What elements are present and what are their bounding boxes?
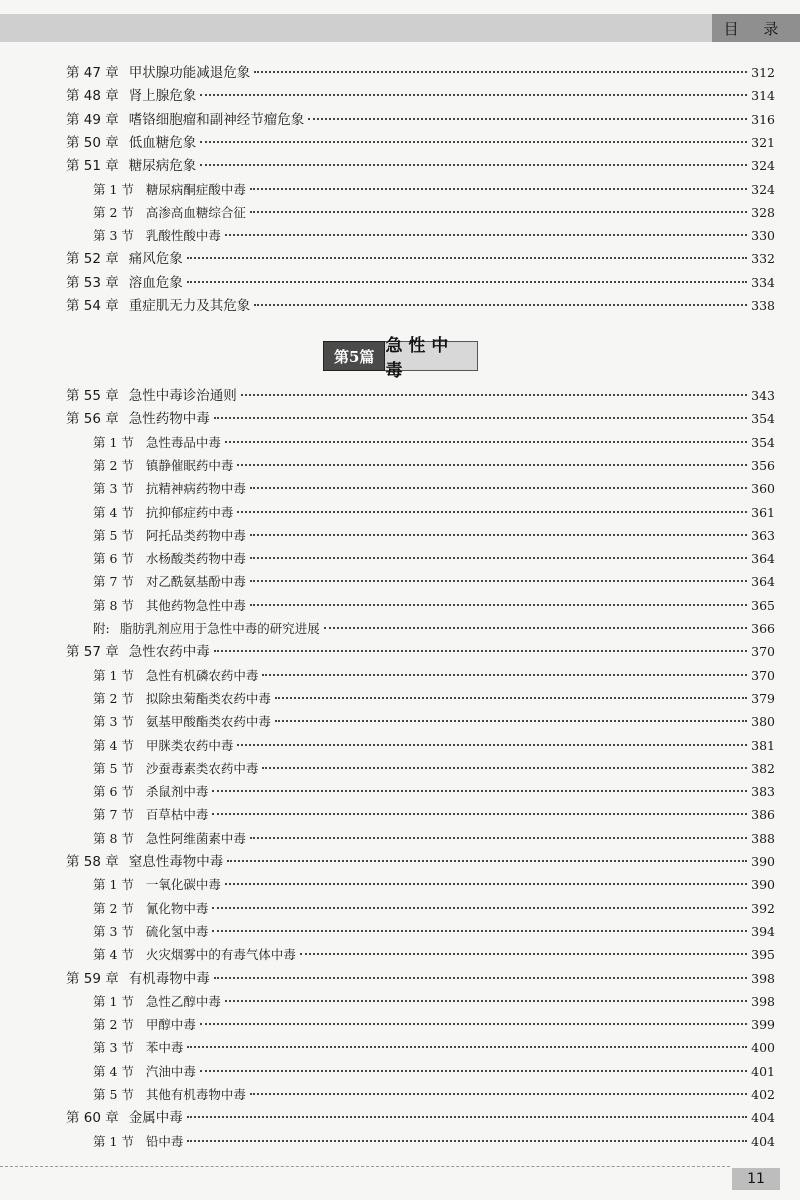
entry-page-number: 321 [751, 134, 775, 150]
toc-entry-section[interactable] [93, 666, 775, 686]
entry-title: 重症肌无力及其危象 [128, 298, 251, 314]
leader-dots [237, 511, 747, 513]
leader-dots [187, 1046, 747, 1048]
leader-dots [250, 211, 747, 213]
leader-dots [300, 953, 747, 955]
entry-title: 糖尿病危象 [128, 158, 197, 175]
entry-number: 第 5 节 [93, 527, 134, 543]
entry-page-number: 381 [751, 737, 775, 753]
toc-entry-chapter[interactable] [66, 86, 775, 106]
entry-title: 一氧化碳中毒 [145, 877, 221, 893]
entry-page-number: 334 [751, 274, 775, 290]
leader-dots [212, 930, 747, 932]
footer-rule [0, 1166, 730, 1167]
leader-dots [187, 1140, 747, 1142]
entry-title: 急性阿维菌素中毒 [145, 830, 246, 846]
entry-number: 第 47 章 [66, 65, 119, 81]
entry-page-number: 314 [751, 88, 775, 104]
leader-dots [212, 790, 747, 792]
leader-dots [214, 977, 747, 979]
entry-title: 氰化物中毒 [145, 900, 209, 916]
entry-title: 抗精神病药物中毒 [145, 481, 246, 497]
entry-page-number: 401 [751, 1063, 775, 1079]
entry-title: 糖尿病酮症酸中毒 [145, 181, 246, 197]
entry-title: 溶血危象 [128, 274, 183, 291]
entry-title: 镇静催眠药中毒 [145, 457, 234, 473]
entry-number: 第 2 节 [93, 457, 134, 473]
entry-number: 第 1 节 [93, 434, 134, 450]
entry-page-number: 361 [751, 504, 775, 520]
entry-number: 第 3 节 [93, 923, 134, 939]
entry-number: 第 52 章 [66, 251, 119, 268]
toc-entry-section[interactable] [93, 759, 775, 779]
toc-entry-section[interactable] [93, 596, 775, 616]
leader-dots [187, 1116, 747, 1118]
entry-number: 第 1 节 [93, 667, 134, 683]
entry-page-number: 395 [751, 947, 775, 963]
entry-number: 第 3 节 [93, 714, 134, 730]
entry-title: 窒息性毒物中毒 [128, 854, 224, 870]
toc-entry-chapter[interactable] [66, 296, 775, 316]
entry-number: 第 51 章 [66, 158, 119, 175]
toc-entry-section[interactable] [93, 456, 775, 476]
entry-number: 第 6 节 [93, 551, 134, 567]
leader-dots [212, 813, 747, 815]
entry-title: 抗抑郁症药中毒 [145, 504, 234, 520]
toc-entry-section[interactable] [93, 1132, 775, 1152]
toc-entry-section[interactable] [93, 180, 775, 200]
entry-page-number: 390 [751, 877, 775, 893]
entry-title: 铅中毒 [145, 1133, 184, 1149]
entry-title: 痛风危象 [128, 251, 183, 268]
toc-entry-chapter[interactable] [66, 1108, 775, 1128]
entry-number: 第 8 节 [93, 830, 134, 846]
toc-header-tab: 目 录 [712, 14, 800, 42]
entry-title: 急性毒品中毒 [145, 434, 221, 450]
leader-dots [254, 71, 747, 73]
entry-page-number: 380 [751, 714, 775, 730]
entry-title: 嗜铬细胞瘤和副神经节瘤危象 [128, 111, 305, 128]
entry-number: 第 5 节 [93, 760, 134, 776]
entry-page-number: 328 [751, 204, 775, 220]
entry-page-number: 404 [751, 1110, 775, 1126]
entry-number: 第 2 节 [93, 204, 134, 220]
toc-entry-section[interactable] [93, 203, 775, 223]
toc-entry-section[interactable] [93, 992, 775, 1012]
leader-dots [241, 394, 747, 396]
toc-entry-section[interactable] [93, 1038, 775, 1058]
entry-page-number: 394 [751, 923, 775, 939]
leader-dots [200, 1023, 747, 1025]
entry-title: 其他有机毒物中毒 [145, 1087, 246, 1102]
leader-dots [200, 164, 747, 166]
entry-page-number: 363 [751, 527, 775, 543]
entry-title: 火灾烟雾中的有毒气体中毒 [145, 947, 296, 963]
leader-dots [250, 188, 747, 190]
leader-dots [214, 417, 747, 419]
leader-dots [225, 234, 747, 236]
toc-entry-section[interactable] [93, 479, 775, 499]
entry-page-number: 343 [751, 388, 775, 403]
entry-page-number: 360 [751, 481, 775, 497]
entry-page-number: 404 [751, 1133, 775, 1149]
leader-dots [225, 441, 747, 443]
entry-title: 苯中毒 [145, 1040, 184, 1056]
toc-entry-section[interactable] [93, 736, 775, 756]
toc-entry-chapter[interactable] [66, 969, 775, 989]
entry-number: 第 2 节 [93, 1017, 134, 1033]
entry-page-number: 324 [751, 181, 775, 197]
toc-entry-chapter[interactable] [66, 386, 775, 406]
leader-dots [254, 304, 747, 306]
entry-page-number: 324 [751, 158, 775, 174]
entry-title: 氨基甲酸酯类农药中毒 [145, 714, 271, 730]
toc-entry-chapter[interactable] [66, 409, 775, 429]
toc-entry-section[interactable] [93, 899, 775, 919]
leader-dots [275, 720, 747, 722]
entry-number: 第 2 节 [93, 690, 134, 706]
entry-title: 急性有机磷农药中毒 [145, 667, 259, 683]
entry-number: 第 54 章 [66, 298, 119, 314]
entry-number: 第 60 章 [66, 1110, 119, 1127]
entry-page-number: 338 [751, 298, 775, 313]
entry-title: 甲醇中毒 [145, 1017, 196, 1033]
toc-entry-chapter[interactable] [66, 249, 775, 269]
entry-page-number: 390 [751, 854, 775, 869]
entry-page-number: 383 [751, 784, 775, 800]
entry-page-number: 382 [751, 760, 775, 776]
entry-number: 第 2 节 [93, 900, 134, 916]
leader-dots [275, 697, 747, 699]
entry-number: 第 5 节 [93, 1087, 134, 1102]
entry-number: 第 1 节 [93, 877, 134, 893]
toc-entry-section[interactable] [93, 1085, 775, 1105]
entry-number: 第 1 节 [93, 1133, 134, 1149]
entry-page-number: 330 [751, 228, 775, 244]
entry-title: 汽油中毒 [145, 1063, 196, 1079]
leader-dots [262, 674, 747, 676]
entry-title: 急性农药中毒 [128, 644, 210, 661]
leader-dots [227, 860, 747, 862]
entry-number: 第 50 章 [66, 134, 119, 151]
entry-page-number: 364 [751, 574, 775, 590]
entry-page-number: 356 [751, 457, 775, 473]
entry-number: 第 7 节 [93, 574, 134, 590]
leader-dots [237, 744, 747, 746]
entry-number: 第 49 章 [66, 111, 119, 128]
toc-entry-section[interactable] [93, 689, 775, 709]
leader-dots [250, 604, 747, 606]
leader-dots [250, 837, 747, 839]
entry-page-number: 370 [751, 667, 775, 683]
entry-page-number: 332 [751, 251, 775, 267]
toc-entry-chapter[interactable] [66, 273, 775, 293]
entry-number: 第 59 章 [66, 970, 119, 987]
entry-number: 第 4 节 [93, 947, 134, 963]
entry-page-number: 354 [751, 434, 775, 450]
entry-title: 杀鼠剂中毒 [145, 784, 209, 800]
leader-dots [308, 118, 747, 120]
leader-dots [187, 281, 747, 283]
leader-dots [262, 767, 747, 769]
entry-title: 硫化氢中毒 [145, 923, 209, 939]
toc-entry-section[interactable] [93, 782, 775, 802]
entry-title: 急性药物中毒 [128, 411, 210, 428]
toc-entry-section[interactable] [93, 829, 775, 849]
leader-dots [237, 464, 747, 466]
toc-entry-chapter[interactable] [66, 133, 775, 153]
entry-title: 阿托品类药物中毒 [145, 527, 246, 543]
entry-title: 金属中毒 [128, 1110, 183, 1127]
entry-page-number: 392 [751, 900, 775, 916]
toc-entry-chapter[interactable] [66, 156, 775, 176]
entry-title: 有机毒物中毒 [128, 970, 210, 987]
leader-dots [214, 650, 747, 652]
leader-dots [250, 557, 747, 559]
leader-dots [200, 141, 747, 143]
entry-page-number: 398 [751, 970, 775, 986]
entry-page-number: 370 [751, 644, 775, 660]
entry-title: 高渗高血糖综合征 [145, 204, 246, 220]
entry-page-number: 388 [751, 830, 775, 846]
leader-dots [324, 627, 747, 629]
toc-entry-chapter[interactable] [66, 852, 775, 872]
entry-title: 低血糖危象 [128, 134, 197, 151]
entry-number: 第 56 章 [66, 411, 119, 428]
leader-dots [212, 907, 747, 909]
entry-page-number: 399 [751, 1017, 775, 1033]
entry-number: 第 57 章 [66, 644, 119, 661]
entry-number: 第 1 节 [93, 993, 134, 1009]
entry-title: 脂肪乳剂应用于急性中毒的研究进展 [119, 621, 320, 636]
entry-title: 乳酸性酸中毒 [145, 228, 221, 244]
entry-number: 第 58 章 [66, 854, 119, 870]
toc-entry-chapter[interactable] [66, 110, 775, 130]
leader-dots [225, 1000, 747, 1002]
entry-number: 第 8 节 [93, 597, 134, 613]
toc-entry-section[interactable] [93, 226, 775, 246]
leader-dots [225, 883, 747, 885]
leader-dots [250, 534, 747, 536]
entry-number: 第 4 节 [93, 737, 134, 753]
entry-page-number: 364 [751, 551, 775, 567]
toc-entry-section[interactable] [93, 945, 775, 965]
entry-title: 其他药物急性中毒 [145, 597, 246, 613]
entry-number: 第 3 节 [93, 481, 134, 497]
entry-number: 第 1 节 [93, 181, 134, 197]
toc-entry-chapter[interactable] [66, 63, 775, 83]
entry-page-number: 316 [751, 111, 775, 127]
leader-dots [200, 94, 747, 96]
entry-page-number: 400 [751, 1040, 775, 1056]
entry-page-number: 379 [751, 690, 775, 706]
entry-title: 急性中毒诊治通则 [128, 388, 237, 404]
part-title: 急性中毒 [385, 341, 478, 371]
entry-page-number: 365 [751, 597, 775, 613]
entry-number: 第 53 章 [66, 274, 119, 291]
entry-title: 拟除虫菊酯类农药中毒 [145, 690, 271, 706]
toc-entry-chapter[interactable] [66, 642, 775, 662]
entry-number: 第 48 章 [66, 88, 119, 105]
entry-number: 第 3 节 [93, 228, 134, 244]
toc-entry-section[interactable] [93, 922, 775, 942]
toc-entry-section[interactable] [93, 875, 775, 895]
entry-title: 水杨酸类药物中毒 [145, 551, 246, 567]
entry-number: 第 7 节 [93, 807, 134, 823]
entry-page-number: 402 [751, 1087, 775, 1102]
entry-title: 百草枯中毒 [145, 807, 209, 823]
toc-entry-section[interactable] [93, 1062, 775, 1082]
entry-title: 沙蚕毒素类农药中毒 [145, 760, 259, 776]
toc-entry-section[interactable] [93, 572, 775, 592]
entry-number: 第 4 节 [93, 1063, 134, 1079]
entry-number: 第 55 章 [66, 388, 119, 404]
entry-page-number: 366 [751, 621, 775, 636]
part-banner [323, 336, 478, 381]
header-band [0, 14, 800, 42]
entry-page-number: 354 [751, 411, 775, 427]
entry-number: 附: [93, 621, 110, 636]
part-number: 第5篇 [323, 341, 385, 371]
entry-title: 急性乙醇中毒 [145, 993, 221, 1009]
entry-title: 对乙酰氨基酚中毒 [145, 574, 246, 590]
entry-page-number: 398 [751, 993, 775, 1009]
toc-entry-section[interactable] [93, 712, 775, 732]
entry-title: 甲脒类农药中毒 [145, 737, 234, 753]
toc-entry-section[interactable] [93, 526, 775, 546]
toc-entry-section[interactable] [93, 549, 775, 569]
leader-dots [250, 1093, 747, 1095]
leader-dots [200, 1070, 747, 1072]
page-number: 11 [732, 1168, 780, 1190]
entry-title: 肾上腺危象 [128, 88, 197, 105]
leader-dots [250, 487, 747, 489]
toc-entry-section[interactable] [93, 805, 775, 825]
entry-title: 甲状腺功能减退危象 [128, 65, 251, 81]
leader-dots [250, 580, 747, 582]
leader-dots [187, 257, 747, 259]
toc-entry-section[interactable] [93, 1015, 775, 1035]
toc-entry-section[interactable] [93, 503, 775, 523]
entry-page-number: 386 [751, 807, 775, 823]
entry-page-number: 312 [751, 65, 775, 80]
entry-number: 第 4 节 [93, 504, 134, 520]
toc-entry-section[interactable] [93, 433, 775, 453]
toc-entry-appendix[interactable] [93, 619, 775, 639]
entry-number: 第 3 节 [93, 1040, 134, 1056]
entry-number: 第 6 节 [93, 784, 134, 800]
